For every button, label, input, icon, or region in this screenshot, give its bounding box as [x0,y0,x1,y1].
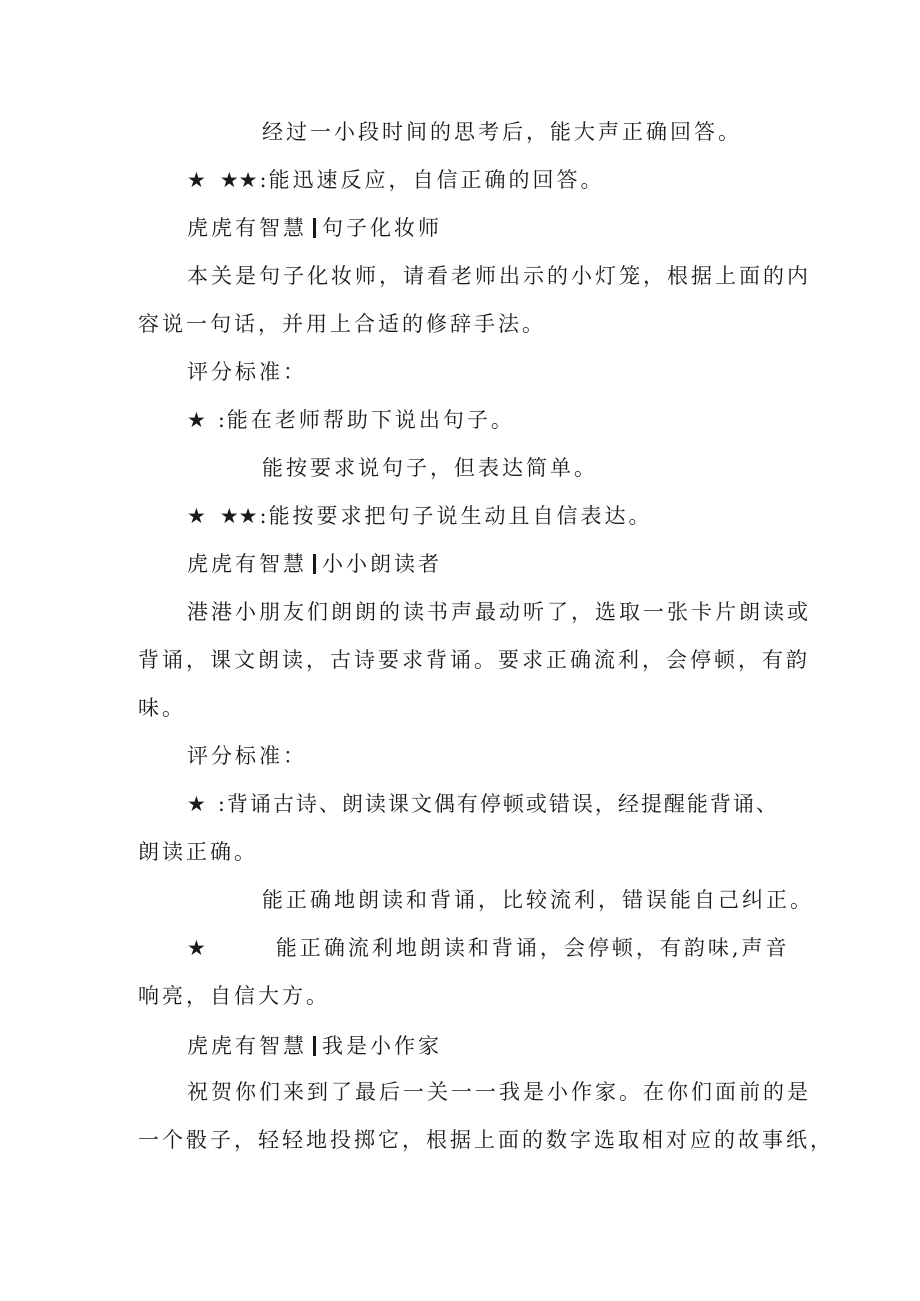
heading-subtitle: 句子化妆师 [322,216,442,240]
text: 本关是句子化妆师，请看老师出示的小灯笼，根据上面的内 [187,264,811,288]
star-icon: ★ [187,792,206,816]
paragraph-line [0,640,920,680]
paragraph-line [0,112,920,152]
colon: : [259,504,267,528]
paragraph-line [0,880,920,920]
text: 港港小朋友们朗朗的读书声最动听了，选取一张卡片朗读或 [187,600,811,624]
rating-text: 背诵古诗、朗读课文偶有停顿或错误，经提醒能背诵、 [226,792,779,816]
rating-line [0,496,920,536]
heading-title: 虎虎有智慧 [187,216,307,240]
paragraph-line [0,448,920,488]
colon: : [259,168,267,192]
section-heading [0,544,920,584]
star-icon: ★★ [219,504,258,528]
rating-line [0,400,920,440]
section-heading [0,1026,920,1066]
rating-text: 能正确流利地朗读和背诵，会停顿，有韵味,声音 [275,936,790,960]
text: 味。 [138,696,186,720]
paragraph-line [0,1120,920,1160]
rating-text: 能按要求把句子说生动且自信表达。 [268,504,653,528]
criteria-label [0,736,920,776]
paragraph-line [0,832,920,872]
text: 背诵，课文朗读，古诗要求背诵。要求正确流利，会停顿，有韵 [138,648,810,672]
paragraph-line [0,1072,920,1112]
paragraph-line [0,592,920,632]
heading-title: 虎虎有智慧 [187,1034,307,1058]
rating-line [0,784,920,824]
text: 朗读正确。 [138,840,258,864]
text: 祝贺你们来到了最后一关一一我是小作家。在你们面前的是 [187,1080,811,1104]
section-heading [0,208,920,248]
text: 一个骰子，轻轻地投掷它，根据上面的数字选取相对应的故事纸， [138,1128,834,1152]
text: 评分标准： [187,744,307,768]
heading-separator [313,554,316,574]
paragraph-line [0,688,920,728]
paragraph-line [0,976,920,1016]
star-icon: ★ [187,408,206,432]
text: 响亮，自信大方。 [138,984,330,1008]
heading-separator [313,1036,316,1056]
text: 评分标准： [187,360,307,384]
colon: : [217,792,225,816]
star-icon: ★ [187,936,206,960]
rating-line [0,928,920,968]
rating-text: 能迅速反应，自信正确的回答。 [268,168,605,192]
text: 能按要求说句子，但表达简单。 [262,456,598,480]
star-icon: ★★ [219,168,258,192]
heading-title: 虎虎有智慧 [187,552,307,576]
star-icon: ★ [187,504,206,528]
colon: : [217,408,225,432]
criteria-label [0,352,920,392]
paragraph-line [0,304,920,344]
heading-subtitle: 小小朗读者 [322,552,442,576]
rating-line [0,160,920,200]
rating-text: 能在老师帮助下说出句子。 [226,408,515,432]
text: 经过一小段时间的思考后，能大声正确回答。 [262,120,742,144]
heading-subtitle: 我是小作家 [322,1034,442,1058]
star-icon: ★ [187,168,206,192]
heading-separator [313,218,316,238]
text: 能正确地朗读和背诵，比较流利，错误能自己纠正。 [262,888,814,912]
text: 容说一句话，并用上合适的修辞手法。 [138,312,546,336]
paragraph-line [0,256,920,296]
